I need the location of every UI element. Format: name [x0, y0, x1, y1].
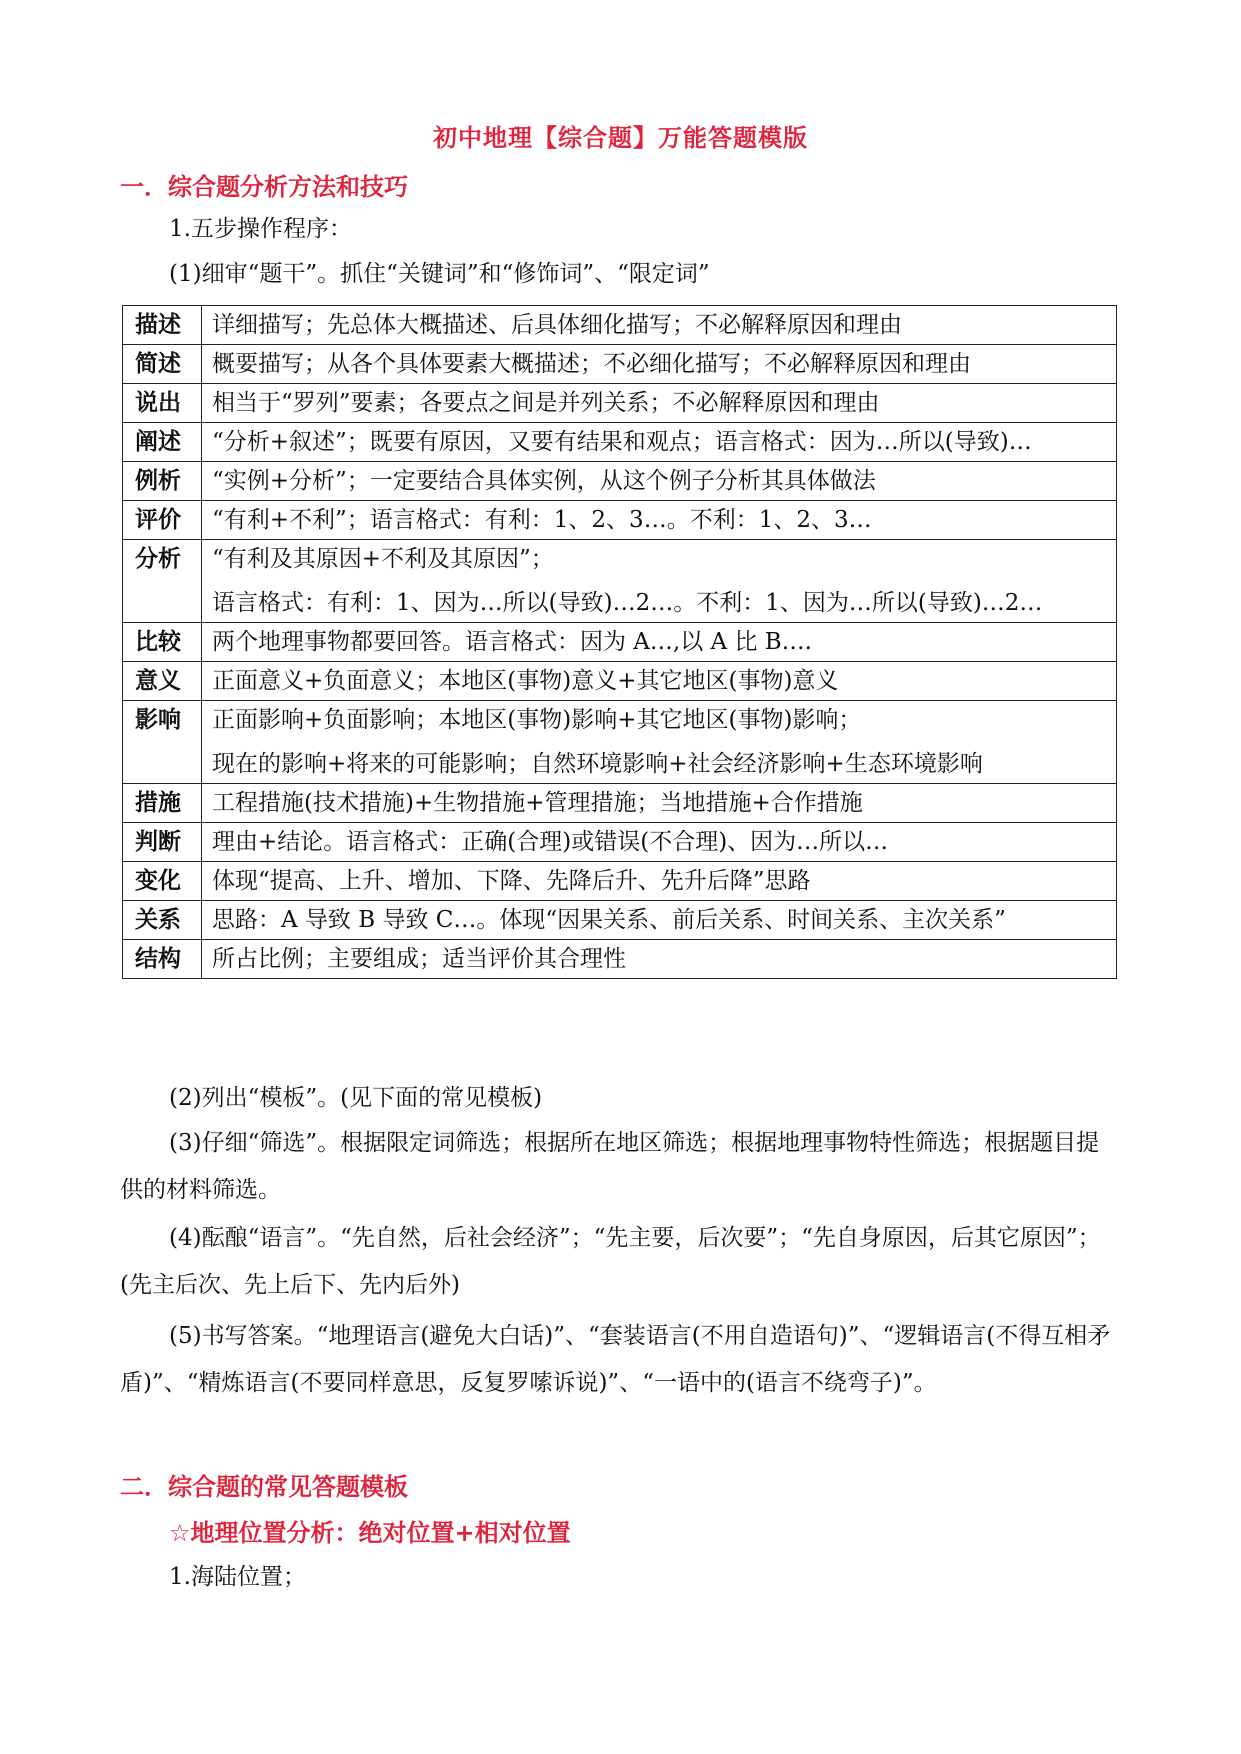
table-row — [123, 940, 1117, 979]
term-cell: 简述 — [123, 345, 202, 384]
description-cell — [202, 501, 1117, 540]
term-cell: 变化 — [123, 862, 202, 901]
section-1-heading: 一．综合题分析方法和技巧 — [120, 173, 408, 201]
description-cell — [202, 940, 1117, 979]
description-line: 概要描写；从各个具体要素大概描述；不必细化描写；不必解释原因和理由 — [212, 351, 971, 377]
description-cell — [202, 462, 1117, 501]
description-line: “有利+不利”；语言格式：有利：1、2、3…。不利：1、2、3… — [212, 507, 872, 533]
description-cell — [202, 345, 1117, 384]
table-row — [123, 462, 1117, 501]
description-line: 相当于“罗列”要素；各要点之间是并列关系；不必解释原因和理由 — [212, 390, 880, 416]
description-line: 思路：A 导致 B 导致 C…。体现“因果关系、前后关系、时间关系、主次关系” — [212, 907, 1006, 933]
term-cell: 结构 — [123, 940, 202, 979]
description-cell — [202, 662, 1117, 701]
list-item-1: 1.海陆位置； — [169, 1564, 306, 1590]
term-cell: 关系 — [123, 901, 202, 940]
description-line: 详细描写；先总体大概描述、后具体细化描写；不必解释原因和理由 — [212, 312, 902, 338]
description-line: “实例+分析”；一定要结合具体实例，从这个例子分析其具体做法 — [212, 468, 876, 494]
document-title: 初中地理【综合题】万能答题模版 — [433, 124, 808, 152]
table-row — [123, 623, 1117, 662]
terms-table-body — [123, 306, 1117, 979]
step-2: (2)列出“模板”。(见下面的常见模板) — [169, 1085, 543, 1111]
description-cell — [202, 423, 1117, 462]
term-cell: 说出 — [123, 384, 202, 423]
table-row — [123, 901, 1117, 940]
description-cell — [202, 623, 1117, 662]
description-cell — [202, 384, 1117, 423]
section-2-subheading: ☆地理位置分析：绝对位置+相对位置 — [169, 1519, 571, 1547]
term-cell: 阐述 — [123, 423, 202, 462]
step-1: (1)细审“题干”。抓住“关键词”和“修饰词”、“限定词” — [169, 261, 710, 287]
description-line: 体现“提高、上升、增加、下降、先降后升、先升后降”思路 — [212, 868, 811, 894]
description-line: 工程措施(技术措施)+生物措施+管理措施；当地措施+合作措施 — [212, 790, 863, 816]
table-row — [123, 784, 1117, 823]
term-cell: 例析 — [123, 462, 202, 501]
description-line: 现在的影响+将来的可能影响；自然环境影响+社会经济影响+生态环境影响 — [212, 751, 983, 777]
description-line: “有利及其原因+不利及其原因”； — [212, 546, 554, 572]
term-cell: 措施 — [123, 784, 202, 823]
term-cell: 判断 — [123, 823, 202, 862]
term-cell: 比较 — [123, 623, 202, 662]
description-cell — [202, 901, 1117, 940]
table-row — [123, 501, 1117, 540]
description-line: 正面影响+负面影响；本地区(事物)影响+其它地区(事物)影响； — [212, 707, 862, 733]
description-line: 两个地理事物都要回答。语言格式：因为 A…,以 A 比 B…. — [212, 629, 812, 655]
description-cell — [202, 540, 1117, 623]
step-5: (5)书写答案。“地理语言(避免大白话)”、“套装语言(不用自造语句)”、“逻辑语言(不得互相矛盾)”、“精炼语言(不要同样意思，反复罗嗦诉说)”、“一语中的(语言不绕弯子)”。 — [120, 1323, 1111, 1396]
description-cell — [202, 862, 1117, 901]
table-row — [123, 540, 1117, 623]
description-line: 所占比例；主要组成；适当评价其合理性 — [212, 946, 626, 972]
table-row — [123, 345, 1117, 384]
term-cell: 分析 — [123, 540, 202, 623]
table-row — [123, 662, 1117, 701]
term-cell: 描述 — [123, 306, 202, 345]
description-cell — [202, 306, 1117, 345]
description-cell — [202, 784, 1117, 823]
description-cell — [202, 701, 1117, 784]
description-cell — [202, 823, 1117, 862]
table-row — [123, 306, 1117, 345]
terms-table — [122, 305, 1117, 979]
term-cell: 意义 — [123, 662, 202, 701]
table-row — [123, 823, 1117, 862]
step-4: (4)酝酿“语言”。“先自然，后社会经济”；“先主要，后次要”；“先自身原因，后其它原因”；(先主后次、先上后下、先内后外) — [120, 1225, 1101, 1298]
description-line: 理由+结论。语言格式：正确(合理)或错误(不合理)、因为…所以… — [212, 829, 889, 855]
section-2-heading: 二．综合题的常见答题模板 — [120, 1473, 408, 1501]
table-row — [123, 701, 1117, 784]
description-line: 语言格式：有利：1、因为…所以(导致)…2…。不利：1、因为…所以(导致)…2… — [212, 590, 1043, 616]
table-row — [123, 423, 1117, 462]
description-line: “分析+叙述”；既要有原因，又要有结果和观点；语言格式：因为…所以(导致)… — [212, 429, 1032, 455]
table-row — [123, 862, 1117, 901]
step-intro: 1.五步操作程序： — [169, 216, 352, 242]
description-line: 正面意义+负面意义；本地区(事物)意义+其它地区(事物)意义 — [212, 668, 839, 694]
table-row — [123, 384, 1117, 423]
term-cell: 影响 — [123, 701, 202, 784]
step-3: (3)仔细“筛选”。根据限定词筛选；根据所在地区筛选；根据地理事物特性筛选；根据题目提供的材料筛选。 — [120, 1130, 1100, 1203]
term-cell: 评价 — [123, 501, 202, 540]
